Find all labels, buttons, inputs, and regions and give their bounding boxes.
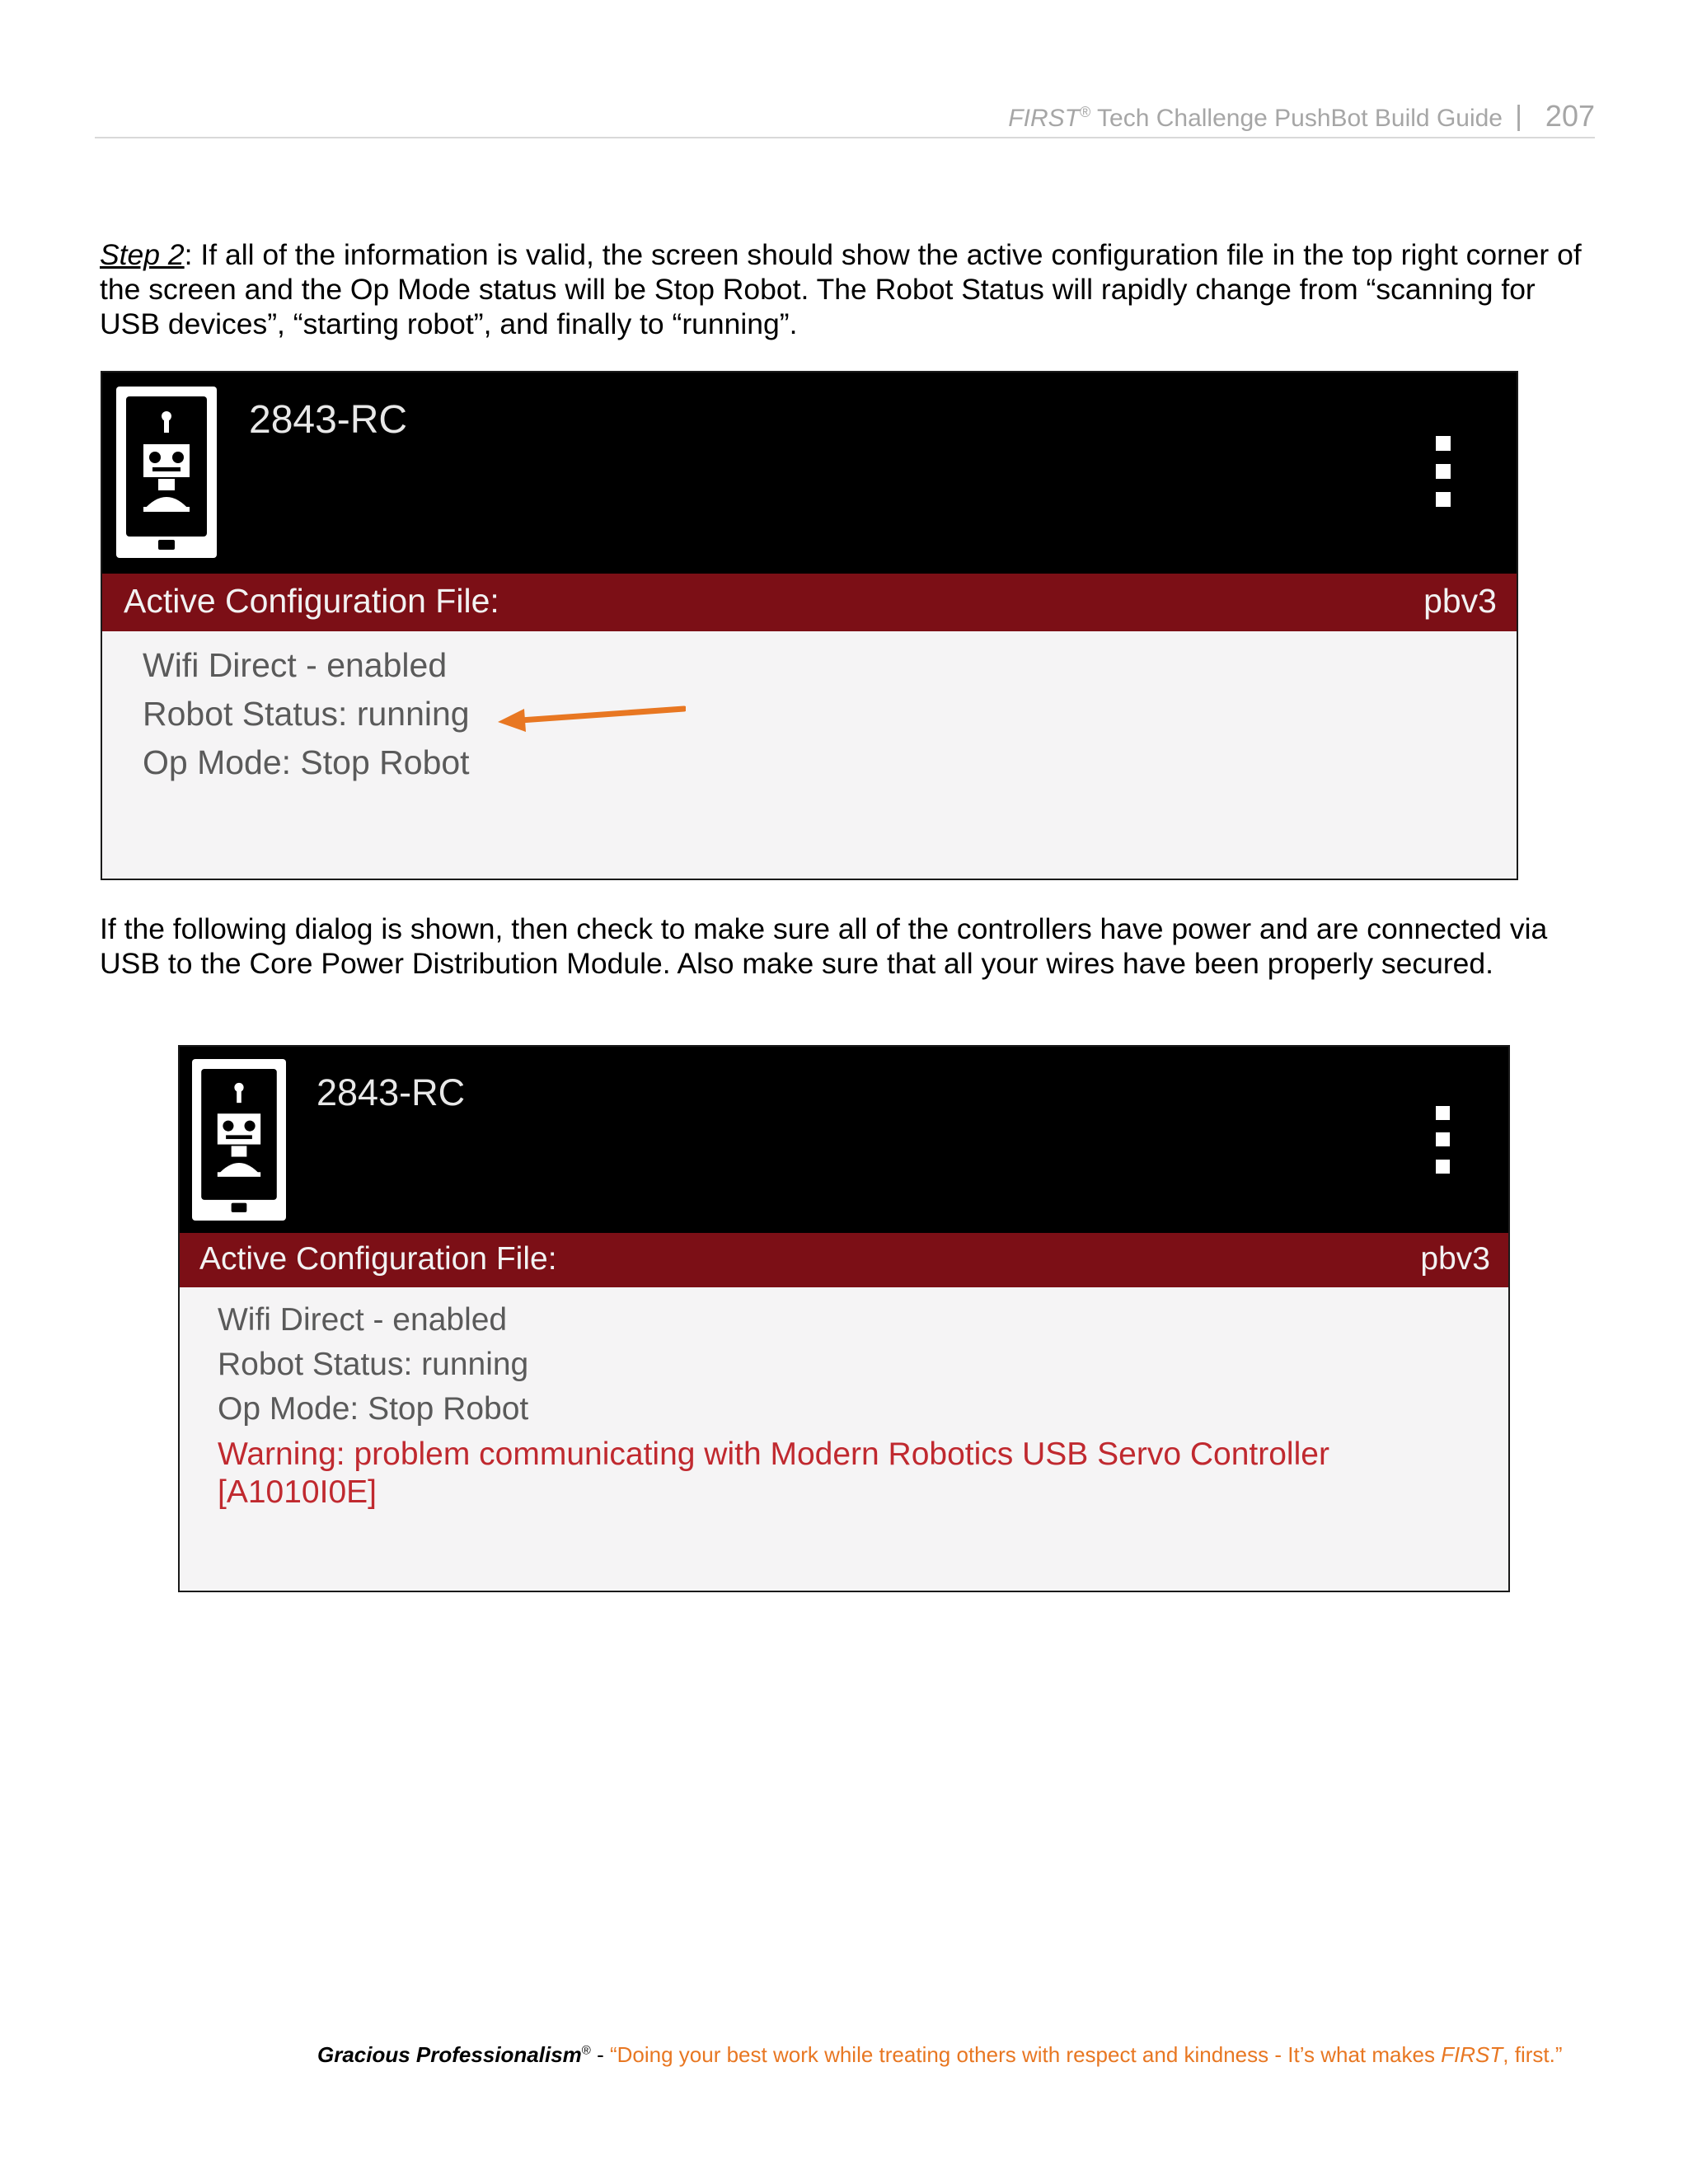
step2-text: : If all of the information is valid, the screen should show the active configuration file in the top right corner of the screen and the Op Mode status will be Stop Robot. The Robot Status will rapidly change from “scanning for USB devices”, “starting robot”, and finally to “running”. <box>100 238 1582 340</box>
page-number: 207 <box>1545 99 1595 133</box>
page-footer <box>317 2042 1563 2068</box>
overflow-menu-icon-2[interactable] <box>1436 1106 1450 1174</box>
footer-dash: - <box>590 2042 610 2067</box>
overflow-menu-icon[interactable] <box>1436 436 1451 507</box>
robot-status-2: Robot Status: running <box>218 1347 529 1382</box>
active-config-bar <box>102 574 1517 631</box>
op-mode-status-2: Op Mode: Stop Robot <box>218 1391 529 1427</box>
orange-arrow-icon <box>496 701 686 742</box>
robot-phone-icon-2 <box>192 1059 286 1221</box>
footer-gp: Gracious Professionalism <box>317 2042 582 2067</box>
active-config-bar-2 <box>180 1233 1508 1287</box>
robot-icon-2 <box>192 1059 286 1221</box>
usb-warning-message: Warning: problem communicating with Modern Robotics USB Servo Controller [A1010I0E] <box>218 1436 1329 1510</box>
device-name-2: 2843-RC <box>316 1071 466 1113</box>
footer-quote-end: , first.” <box>1503 2042 1563 2067</box>
footer-quote-start: “Doing your best work while treating others with respect and kindness - It’s what makes <box>609 2042 1442 2067</box>
config-file-name-2: pbv3 <box>1420 1241 1490 1277</box>
app-header-bar <box>102 373 1517 574</box>
config-label-2: Active Configuration File: <box>199 1241 557 1277</box>
config-file-name: pbv3 <box>1423 582 1497 620</box>
app-header-bar-2 <box>180 1047 1508 1233</box>
rc-screenshot-warning <box>178 1045 1510 1592</box>
troubleshoot-paragraph: If the following dialog is shown, then check to make sure all of the controllers have power and are connected via USB to the Core Power Distribution Module. Also make sure that all your wires have been properly secured. <box>100 912 1548 980</box>
wifi-direct-status-2: Wifi Direct - enabled <box>218 1302 508 1338</box>
header-separator: | <box>1515 101 1522 132</box>
robot-status: Robot Status: running <box>143 695 470 733</box>
footer-first: FIRST <box>1441 2042 1503 2067</box>
step2-label: Step 2 <box>100 238 185 271</box>
device-name: 2843-RC <box>249 398 408 442</box>
header-guide-name: Tech Challenge PushBot Build Guide <box>1090 105 1503 132</box>
page-header <box>95 97 1595 138</box>
wifi-direct-status: Wifi Direct - enabled <box>143 646 448 684</box>
footer-reg: ® <box>581 2043 591 2058</box>
header-title <box>1008 104 1503 133</box>
op-mode-status: Op Mode: Stop Robot <box>143 743 470 781</box>
robot-phone-icon <box>116 387 217 558</box>
header-first: FIRST <box>1008 105 1080 132</box>
header-reg: ® <box>1079 104 1091 120</box>
robot-icon <box>116 387 217 558</box>
config-label: Active Configuration File: <box>124 582 499 620</box>
step2-paragraph <box>100 237 1583 341</box>
rc-screenshot-running <box>101 371 1518 880</box>
